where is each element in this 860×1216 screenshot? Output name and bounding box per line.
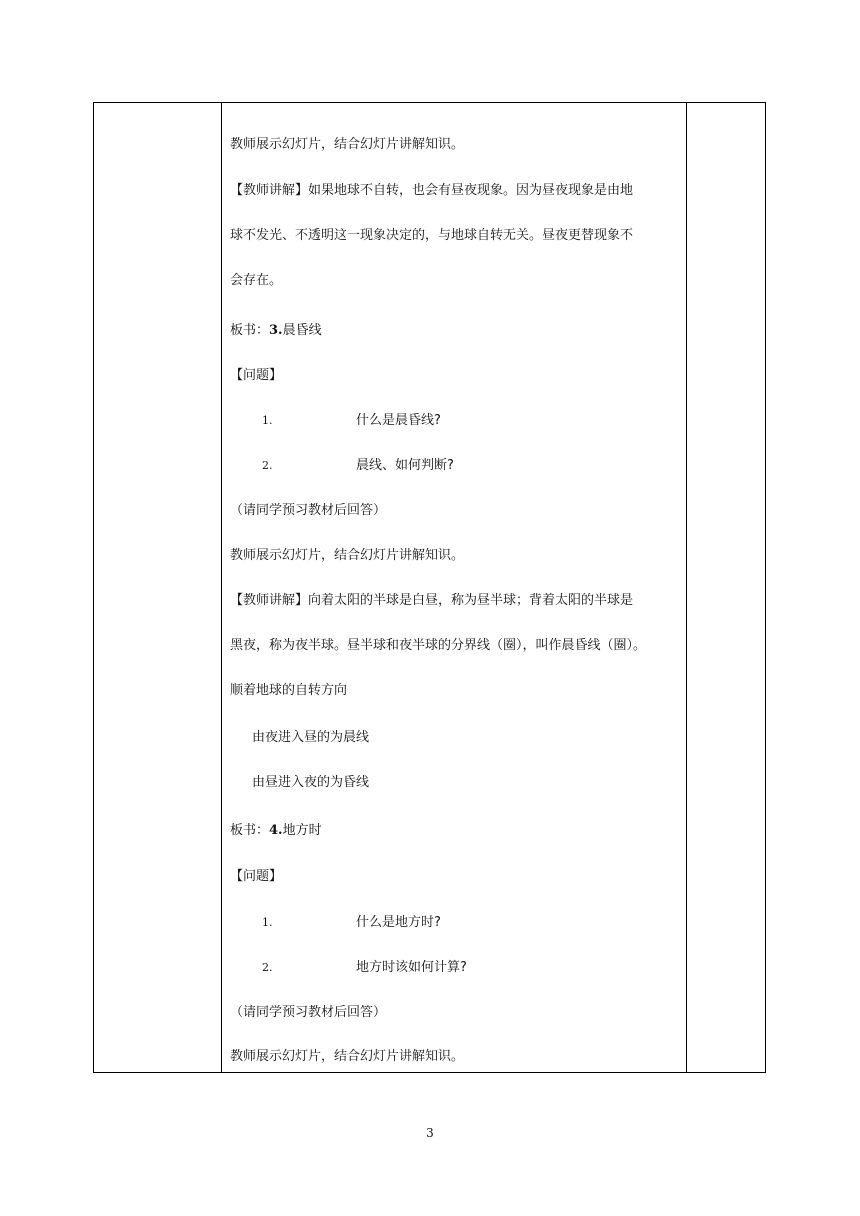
board-title: 地方时 [282,823,322,838]
board-number: 4. [269,823,283,838]
board-heading-4 [230,823,322,839]
question-text: 什么是晨昏线? [356,413,441,428]
paragraph-teacher-slides-3: 教师展示幻灯片，结合幻灯片讲解知识。 [230,1049,465,1064]
board-prefix: 板书： [230,323,270,338]
question-header-1: 【问题】 [230,368,283,383]
preview-note-1: （请同学预习教材后回答） [230,503,387,518]
question-number: 2. [262,459,273,472]
explanation-2-line-3: 顺着地球的自转方向 [230,683,348,698]
column-divider-left [221,103,222,1072]
explanation-1-line-3: 会存在。 [230,273,283,288]
question-text: 什么是地方时? [356,915,441,930]
explanation-2-line-1: 【教师讲解】向着太阳的半球是白昼，称为昼半球；背着太阳的半球是 [230,593,634,608]
question-number: 1. [262,916,273,929]
paragraph-teacher-slides-2: 教师展示幻灯片，结合幻灯片讲解知识。 [230,548,465,563]
explanation-2-line-2: 黑夜，称为夜半球。昼半球和夜半球的分界线（圈），叫作晨昏线（圈）。 [230,638,647,653]
board-heading-3 [230,323,322,339]
explanation-1-line-2: 球不发光、不透明这一现象决定的，与地球自转无关。昼夜更替现象不 [230,228,634,243]
board-title: 晨昏线 [282,323,322,338]
explanation-2-line-4: 由夜进入昼的为晨线 [252,730,370,745]
explanation-1-line-1: 【教师讲解】如果地球不自转，也会有昼夜现象。因为昼夜现象是由地 [230,183,634,198]
column-divider-right [686,103,687,1072]
question-number: 2. [262,961,273,974]
question-text: 地方时该如何计算? [356,960,467,975]
lesson-table [93,102,766,1073]
board-prefix: 板书： [230,823,270,838]
preview-note-2: （请同学预习教材后回答） [230,1005,387,1020]
explanation-2-line-5: 由昼进入夜的为昏线 [252,775,370,790]
page-number: 3 [426,1126,434,1140]
board-number: 3. [269,323,283,338]
question-header-2: 【问题】 [230,869,283,884]
question-text: 晨线、如何判断? [356,458,454,473]
paragraph-teacher-slides-1: 教师展示幻灯片，结合幻灯片讲解知识。 [230,137,465,152]
question-number: 1. [262,414,273,427]
